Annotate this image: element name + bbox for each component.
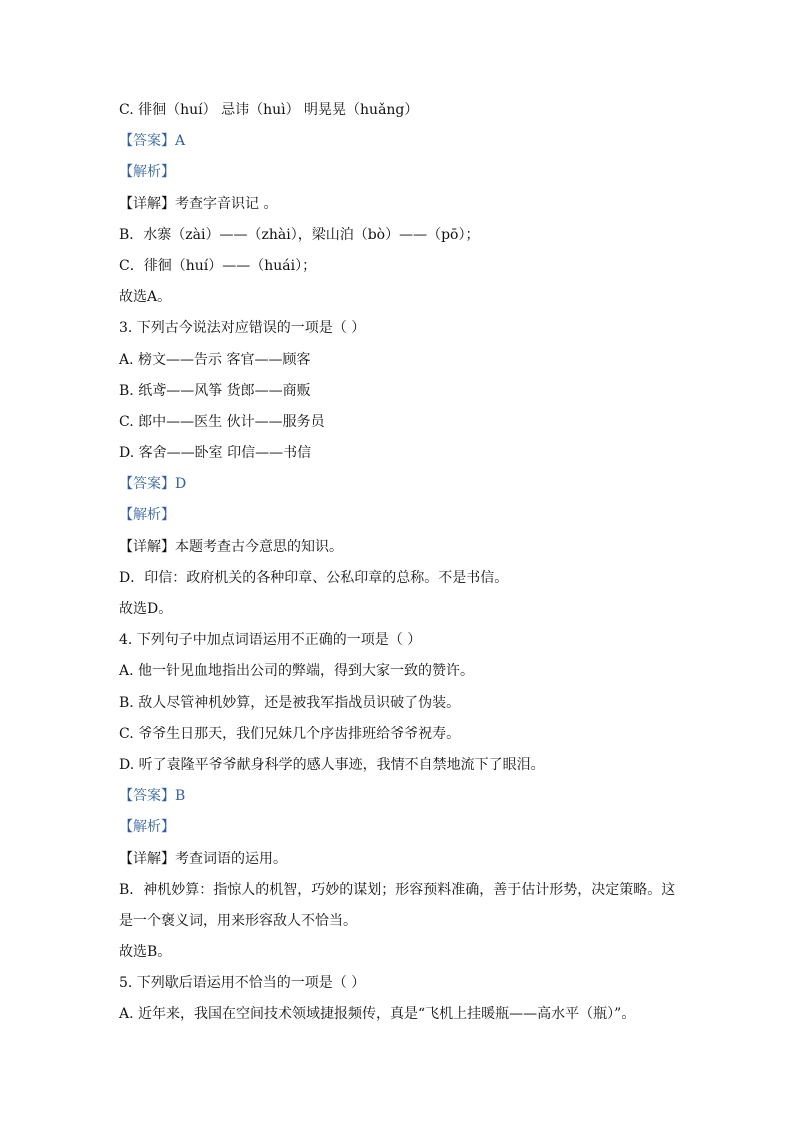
question-4-option-b: B. 敌人尽管神机妙算，还是被我军指战员识破了伪装。	[119, 694, 461, 711]
analysis-label: 【解析】	[119, 507, 175, 524]
choice-result: 故选B。	[119, 944, 172, 961]
answer-label: 【答案】A	[119, 133, 186, 150]
question-3: 3. 下列古今说法对应错误的一项是（ ）	[119, 320, 366, 337]
question-3-option-d: D. 客舍——卧室 印信——书信	[119, 445, 312, 462]
detail-c: C．徘徊（huí）——（huái）；	[119, 257, 317, 274]
question-5-option-a: A. 近年来，我国在空间技术领域捷报频传，真是“飞机上挂暖瓶——高水平（瓶）”。	[119, 1006, 636, 1023]
choice-result: 故选D。	[119, 601, 173, 617]
analysis-label: 【解析】	[119, 164, 175, 181]
choice-result: 故选A。	[119, 289, 172, 306]
document-page	[119, 100, 689, 1036]
analysis-label: 【解析】	[119, 819, 175, 836]
question-3-option-b: B. 纸鸢——风筝 货郎——商贩	[119, 382, 311, 399]
question-4-option-a: A. 他一针见血地指出公司的弊端，得到大家一致的赞许。	[119, 663, 475, 680]
question-5: 5. 下列歇后语运用不恰当的一项是（ ）	[119, 975, 366, 992]
question-3-option-c: C. 郎中——医生 伙计——服务员	[119, 413, 325, 430]
option-c-pronunciation: C. 徘徊（huí） 忌讳（huì） 明晃晃（huǎng）	[119, 102, 419, 118]
question-4-option-c: C. 爷爷生日那天，我们兄妹几个序齿排班给爷爷祝寿。	[119, 725, 461, 742]
detail-b: B．水寨（zài）——（zhài），梁山泊（bò）——（pō）；	[119, 226, 480, 243]
question-3-option-a: A. 榜文——告示 客官——顾客	[119, 351, 311, 368]
detail-b-definition-cont: 是一个褒义词，用来形容敌人不恰当。	[119, 912, 357, 929]
detail-text: 【详解】考查字音识记 。	[119, 195, 278, 212]
answer-label: 【答案】D	[119, 476, 187, 493]
answer-label: 【答案】B	[119, 788, 186, 805]
question-4: 4. 下列句子中加点词语运用不正确的一项是（ ）	[119, 632, 422, 649]
detail-text: 【详解】本题考查古今意思的知识。	[119, 538, 343, 555]
detail-b-definition: B．神机妙算：指惊人的机智，巧妙的谋划；形容预料准确，善于估计形势，决定策略。这	[119, 881, 676, 898]
question-4-option-d: D. 听了袁隆平爷爷献身科学的感人事迹，我情不自禁地流下了眼泪。	[119, 756, 545, 773]
detail-d: D．印信：政府机关的各种印章、公私印章的总称。不是书信。	[119, 569, 509, 586]
detail-text: 【详解】考查词语的运用。	[119, 850, 287, 867]
